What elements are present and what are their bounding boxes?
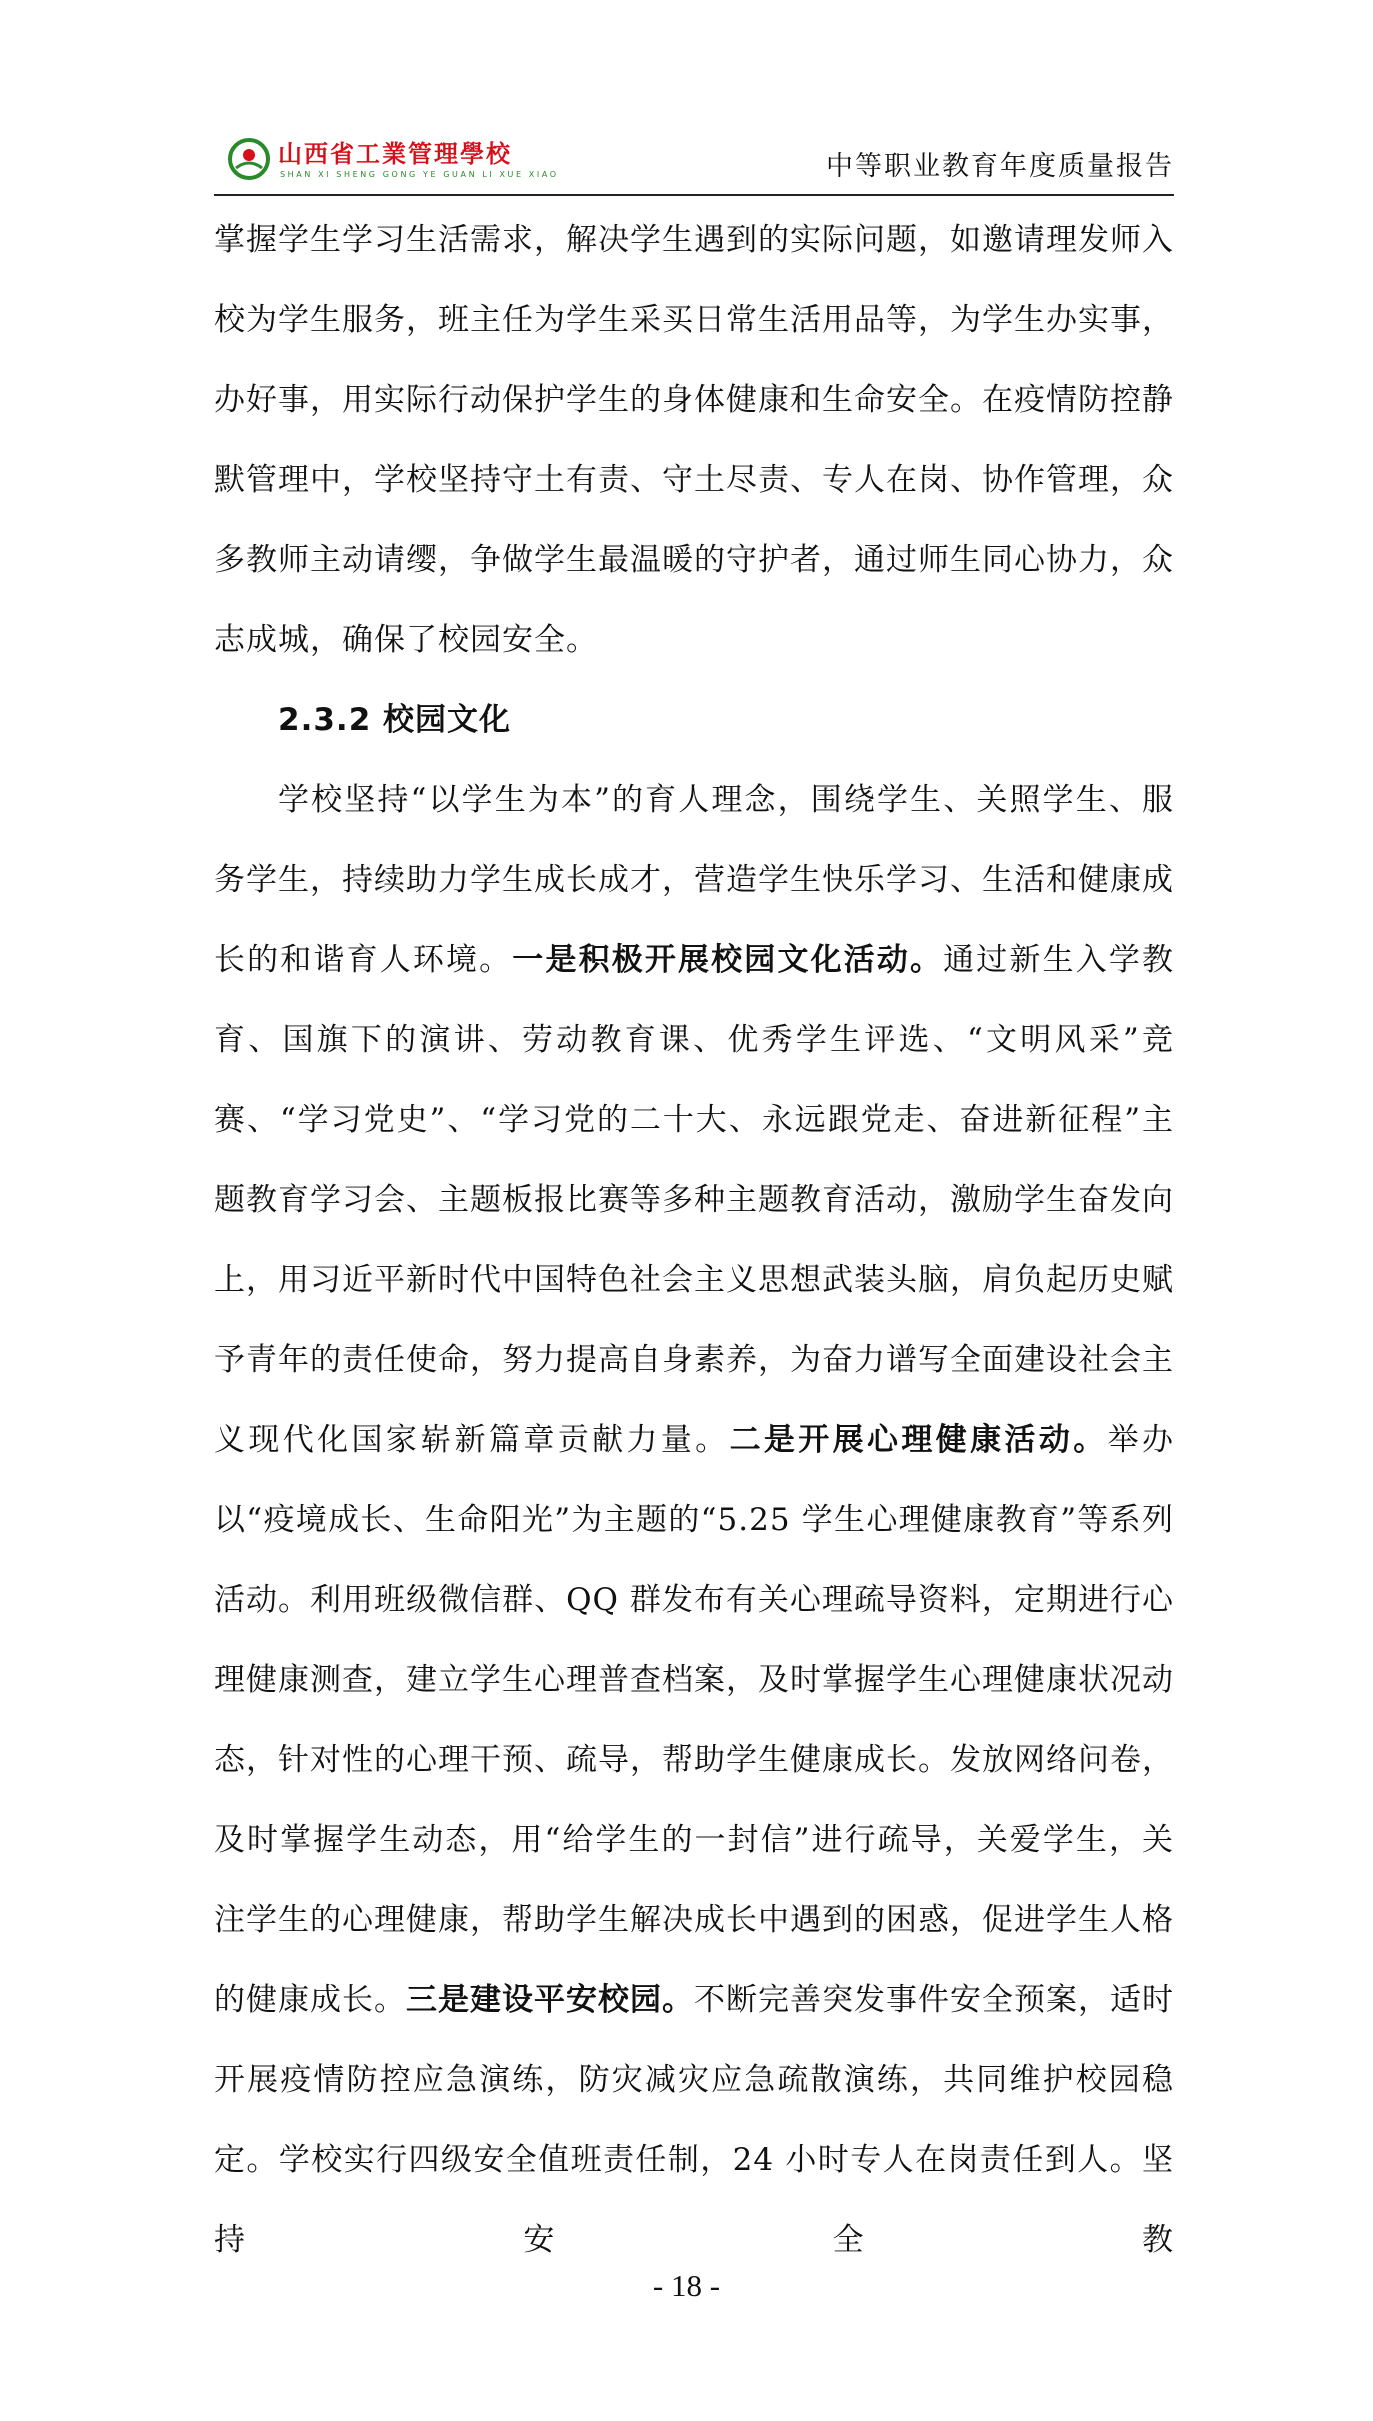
paragraph-2: [214, 760, 1174, 2280]
page-body: [214, 200, 1174, 2280]
logo-subtitle: SHAN XI SHENG GONG YE GUAN LI XUE XIAO: [280, 170, 559, 179]
paragraph-2-intro: 学校坚持“以学生为本”的育人理念，围绕学生、关照学生、服务学生，持续助力学生成长成才，营造学生快乐学习、生活和健康成长的和谐育人环境。: [214, 782, 1174, 978]
paragraph-2-text-1: 通过新生入学教育、国旗下的演讲、劳动教育课、优秀学生评选、“文明风采”竞赛、“学习党史”、“学习党的二十大、永远跟党走、奋进新征程”主题教育学习会、主题板报比赛等多种主题教育活动，激励学生奋发向上，用习近平新时代中国特色社会主义思想武装头脑，肩负起历史赋予青年的责任使命，努力提高自身素养，为奋力谱写全面建设社会主义现代化国家崭新篇章贡献力量。: [214, 942, 1175, 1458]
section-heading: 2.3.2 校园文化: [278, 702, 512, 738]
paragraph-2-text-2: 举办以“疫境成长、生命阳光”为主题的“5.25 学生心理健康教育”等系列活动。利用班级微信群、QQ 群发布有关心理疏导资料，定期进行心理健康测查，建立学生心理普查档案，及时掌握学生心理健康状况动态，针对性的心理干预、疏导，帮助学生健康成长。发放网络问卷，及时掌握学生动态，用“给学生的一封信”进行疏导，关爱学生，关注学生的心理健康，帮助学生解决成长中遇到的困惑，促进学生人格的健康成长。: [214, 1422, 1175, 2018]
header-divider: [214, 194, 1174, 196]
school-emblem-icon: [228, 138, 270, 180]
paragraph-1: 掌握学生学习生活需求，解决学生遇到的实际问题，如邀请理发师入校为学生服务，班主任为学生采买日常生活用品等，为学生办实事，办好事，用实际行动保护学生的身体健康和生命安全。在疫情防控静默管理中，学校坚持守土有责、守土尽责、专人在岗、协作管理，众多教师主动请缨，争做学生最温暖的守护者，通过师生同心协力，众志成城，确保了校园安全。: [214, 222, 1174, 658]
report-title: 中等职业教育年度质量报告: [826, 151, 1174, 182]
bold-point-2: 二是开展心理健康活动。: [729, 1422, 1108, 1458]
school-logo: [214, 132, 559, 188]
page-number: - 18 -: [652, 2268, 721, 2303]
bold-point-3: 三是建设平安校园。: [406, 1982, 694, 2018]
bold-point-1: 一是积极开展校园文化活动。: [512, 942, 944, 978]
page-header: [214, 128, 1174, 192]
logo-title: 山西省工業管理學校: [278, 140, 512, 168]
paragraph-2-text-3: 不断完善突发事件安全预案，适时开展疫情防控应急演练，防灾减灾应急疏散演练，共同维护校园稳定。学校实行四级安全值班责任制，24 小时专人在岗责任到人。坚持安全教: [214, 1982, 1174, 2258]
